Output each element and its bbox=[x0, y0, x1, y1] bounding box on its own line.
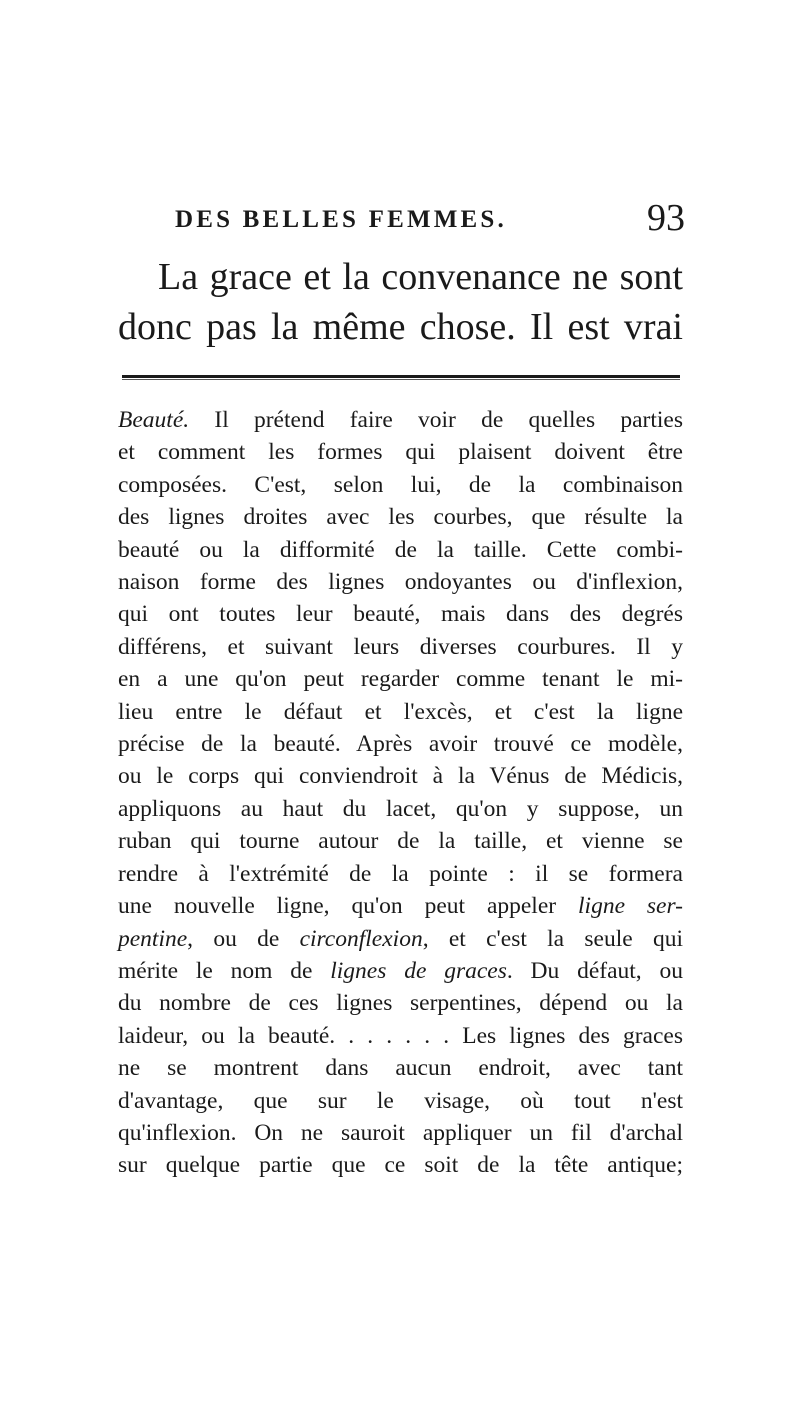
footnote-line: ou le corps qui conviendroit à la Vénus de Médicis, bbox=[118, 763, 683, 790]
footnote-text-run: , et c'est la seule qui bbox=[422, 925, 683, 952]
footnote-line: des lignes droites avec les courbes, que résulte la bbox=[118, 504, 683, 531]
footnote-line: lieu entre le défaut et l'excès, et c'est la ligne bbox=[118, 698, 683, 725]
main-text bbox=[118, 252, 683, 352]
footnote-line: qu'inflexion. On ne sauroit appliquer un fil d'archal bbox=[118, 1119, 683, 1146]
footnote-line bbox=[118, 923, 683, 955]
page-number: 93 bbox=[647, 197, 685, 239]
main-line: donc pas la même chose. Il est vrai bbox=[118, 306, 683, 348]
footnote-line: sur quelque partie que ce soit de la tête antique; bbox=[118, 1152, 683, 1179]
footnote-rule-thin bbox=[122, 379, 680, 380]
footnote-line bbox=[118, 404, 683, 436]
footnote-line: qui ont toutes leur beauté, mais dans des degrés bbox=[118, 601, 683, 628]
footnote-line: ne se montrent dans aucun endroit, avec tant bbox=[118, 1055, 683, 1082]
footnote-line: d'avantage, que sur le visage, où tout n'est bbox=[118, 1087, 683, 1114]
footnote-italic-run: lignes de graces bbox=[330, 957, 507, 984]
footnote-lead-word: Beauté. bbox=[118, 407, 190, 433]
footnote-line: précise de la beauté. Après avoir trouvé ce modèle, bbox=[118, 731, 683, 758]
footnote-line: rendre à l'extrémité de la pointe : il se formera bbox=[118, 860, 683, 887]
footnote-line: laideur, ou la beauté. . . . . . . Les lignes des graces bbox=[118, 1022, 683, 1049]
footnote-line: appliquons au haut du lacet, qu'on y suppose, un bbox=[118, 795, 683, 822]
footnote-line: composées. C'est, selon lui, de la combinaison bbox=[118, 471, 683, 498]
footnote-text-run: une nouvelle ligne, qu'on peut appeler bbox=[118, 893, 579, 920]
running-title: DES BELLES FEMMES. bbox=[175, 206, 507, 233]
footnote-italic-run: pentine bbox=[118, 925, 188, 952]
footnote-line bbox=[118, 955, 683, 987]
footnote-line-rest: Il prétend faire voir de quelles parties bbox=[189, 407, 683, 433]
footnote-line: du nombre de ces lignes serpentines, dépend ou la bbox=[118, 990, 683, 1017]
footnote-line: différens, et suivant leurs diverses courbures. Il y bbox=[118, 633, 683, 660]
footnote-text bbox=[118, 404, 683, 1182]
footnote-line: ruban qui tourne autour de la taille, et vienne se bbox=[118, 828, 683, 855]
footnote-text-run: , ou de bbox=[187, 925, 300, 952]
footnote-rule bbox=[122, 375, 680, 378]
footnote-line: et comment les formes qui plaisent doivent être bbox=[118, 439, 683, 466]
footnote-text-run: . Du défaut, ou bbox=[506, 957, 683, 984]
footnote-italic-run: ligne ser- bbox=[578, 893, 683, 920]
main-line: La grace et la convenance ne sont bbox=[158, 256, 683, 298]
footnote-line: en a une qu'on peut regarder comme tenant le mi- bbox=[118, 666, 683, 693]
footnote-line: beauté ou la difformité de la taille. Cette combi- bbox=[118, 536, 683, 563]
footnote-line: naison forme des lignes ondoyantes ou d'inflexion, bbox=[118, 569, 683, 596]
footnote-line bbox=[118, 890, 683, 922]
footnote-text-run: mérite le nom de bbox=[118, 957, 331, 984]
running-head bbox=[175, 197, 685, 244]
footnote-italic-run: circonflexion bbox=[299, 925, 423, 952]
